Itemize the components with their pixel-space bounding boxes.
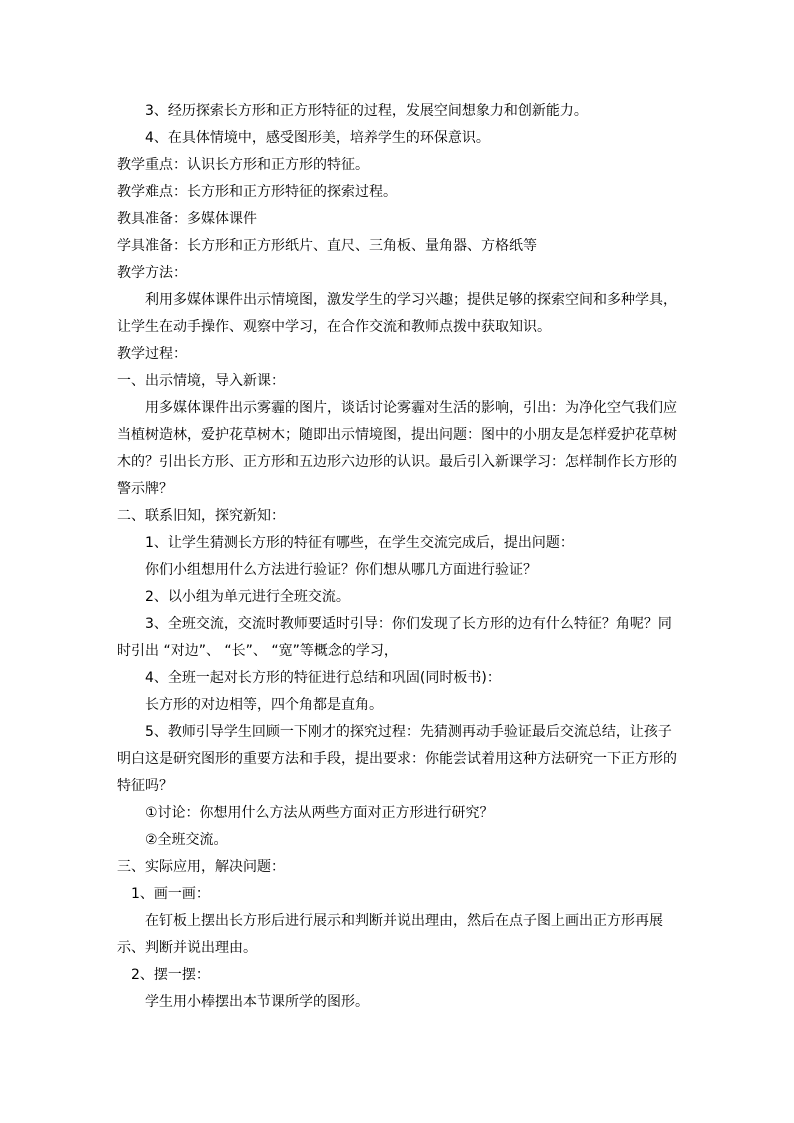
activity-1-paragraph: 在钉板上摆出长方形后进行展示和判断并说出理由，然后在点子图上画出正方形再展示、判断并说出理由。 bbox=[117, 913, 663, 956]
section-1-heading: 一、出示情境，导入新课： bbox=[117, 373, 285, 389]
teaching-focus: 教学重点：认识长方形和正方形的特征。 bbox=[117, 157, 369, 173]
step-3: 3、全班交流，交流时教师要适时引导：你们发现了长方形的边有什么特征？角呢？同时引出 “对边”、 “长”、 “宽”等概念的学习， bbox=[117, 616, 672, 659]
document-body bbox=[117, 98, 677, 1016]
step-4: 4、全班一起对长方形的特征进行总结和巩固(同时板书)： bbox=[145, 670, 501, 686]
step-4-summary: 长方形的对边相等，四个角都是直角。 bbox=[145, 697, 383, 713]
objective-3: 3、经历探索长方形和正方形特征的过程，发展空间想象力和创新能力。 bbox=[145, 103, 588, 119]
teaching-method-paragraph: 利用多媒体课件出示情境图，激发学生的学习兴趣；提供足够的探索空间和多种学具，让学生在动手操作、观察中学习，在合作交流和教师点拨中获取知识。 bbox=[117, 292, 677, 335]
student-materials: 学具准备：长方形和正方形纸片、直尺、三角板、量角器、方格纸等 bbox=[117, 238, 537, 254]
activity-2-paragraph: 学生用小棒摆出本节课所学的图形。 bbox=[145, 994, 369, 1010]
teaching-method-heading: 教学方法： bbox=[117, 265, 187, 281]
section-2-heading: 二、联系旧知，探究新知： bbox=[117, 508, 285, 524]
activity-2-heading: 2、摆一摆： bbox=[131, 967, 210, 983]
teaching-aids: 教具准备：多媒体课件 bbox=[117, 211, 257, 227]
section-3-heading: 三、实际应用，解决问题： bbox=[117, 859, 285, 875]
step-5-discussion: ①讨论：你想用什么方法从两些方面对正方形进行研究？ bbox=[145, 805, 494, 821]
step-5: 5、教师引导学生回顾一下刚才的探究过程：先猜测再动手验证最后交流总结，让孩子明白这是研究图形的重要方法和手段，提出要求：你能尝试着用这种方法研究一下正方形的特征吗？ bbox=[117, 724, 677, 794]
section-1-paragraph: 用多媒体课件出示雾霾的图片，谈话讨论雾霾对生活的影响，引出：为净化空气我们应当植树造林，爱护花草树木；随即出示情境图，提出问题：图中的小朋友是怎样爱护花草树木的？引出长方形、正方形和五边形六边形的认识。最后引入新课学习：怎样制作长方形的警示牌？ bbox=[117, 400, 677, 497]
step-1: 1、让学生猜测长方形的特征有哪些，在学生交流完成后，提出问题： bbox=[145, 535, 574, 551]
teaching-difficulty: 教学难点：长方形和正方形特征的探索过程。 bbox=[117, 184, 397, 200]
objective-4: 4、在具体情境中，感受图形美，培养学生的环保意识。 bbox=[145, 130, 490, 146]
step-5-exchange: ②全班交流。 bbox=[145, 832, 228, 848]
activity-1-heading: 1、画一画： bbox=[131, 886, 210, 902]
teaching-process-heading: 教学过程： bbox=[117, 346, 187, 362]
step-1-question: 你们小组想用什么方法进行验证？你们想从哪几方面进行验证？ bbox=[145, 562, 537, 578]
step-2: 2、以小组为单元进行全班交流。 bbox=[145, 589, 350, 605]
